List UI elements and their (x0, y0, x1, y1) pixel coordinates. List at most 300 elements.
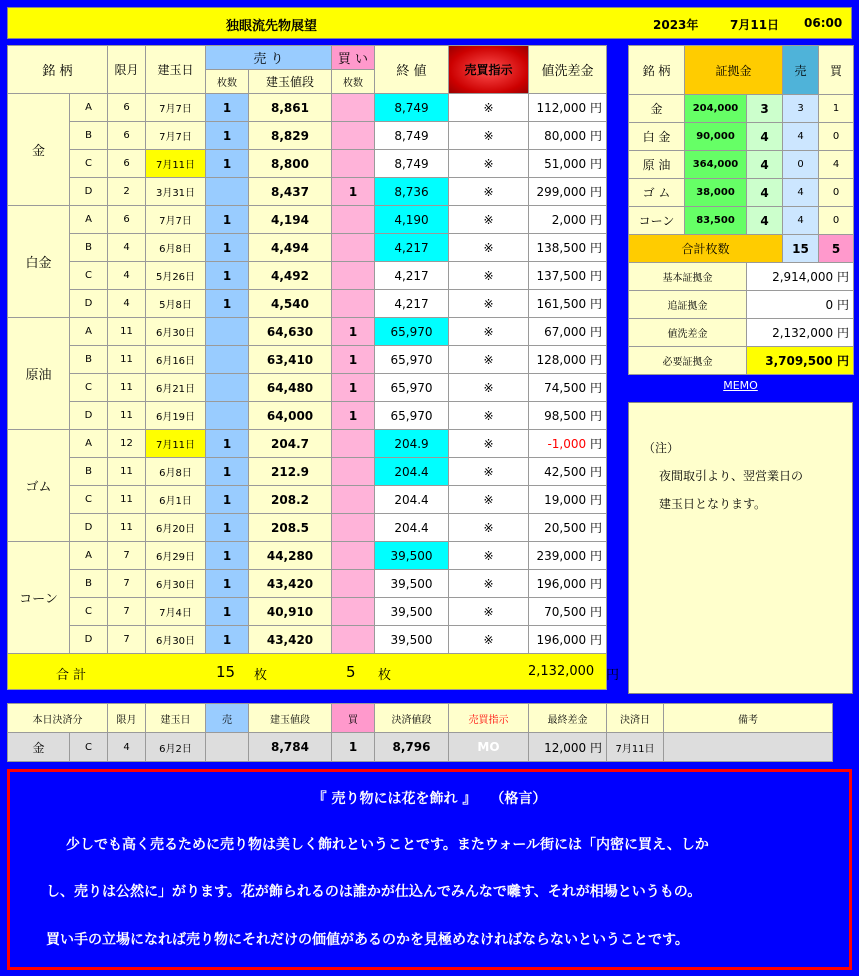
row-kind: B (70, 458, 108, 486)
row-nearai-cell (529, 514, 607, 542)
total-sell-count: 15 (216, 663, 236, 681)
row-owarine: 4,190 (375, 206, 449, 234)
row-tate-nedan: 8,829 (249, 122, 332, 150)
margin-sell: 3 (783, 95, 819, 123)
settle-saishu-cell (529, 733, 607, 762)
row-baibai: ※ (449, 458, 529, 486)
row-baibai: ※ (449, 542, 529, 570)
row-nearai-cell (529, 430, 607, 458)
row-yen: 円 (589, 409, 602, 423)
row-sell-count: 1 (206, 598, 249, 626)
row-yen: 円 (589, 213, 602, 227)
row-tate-nedan: 208.2 (249, 486, 332, 514)
position-row (8, 486, 607, 514)
margin-name: コーン (629, 207, 685, 235)
header-bar (7, 7, 852, 39)
row-nearai: 67,000 (544, 325, 587, 339)
margin-name: 白 金 (629, 123, 685, 151)
row-kind: A (70, 318, 108, 346)
row-gengetsu: 11 (108, 346, 146, 374)
settle-meigara: 金 (8, 733, 70, 762)
row-kind: A (70, 94, 108, 122)
position-row (8, 94, 607, 122)
margin-total-row (629, 235, 854, 263)
summary-value-cell (747, 347, 854, 375)
position-row (8, 626, 607, 654)
proverb-line-1: 少しでも高く売るために売り物は美しく飾れということです。またウォール街には「内密に買え、しか (66, 837, 709, 853)
summary-yen: 円 (836, 298, 849, 312)
margin-sell: 0 (783, 151, 819, 179)
position-row (8, 374, 607, 402)
margin-name: ゴ ム (629, 179, 685, 207)
row-yen: 円 (589, 493, 602, 507)
row-tate-nedan: 44,280 (249, 542, 332, 570)
row-nearai-cell (529, 318, 607, 346)
row-sell-count: 1 (206, 122, 249, 150)
row-yen: 円 (589, 549, 602, 563)
row-nearai: 20,500 (544, 521, 587, 535)
position-row (8, 458, 607, 486)
proverb-title: 『 売り物には花を飾れ 』 （格言） (312, 791, 547, 807)
row-nearai-cell (529, 374, 607, 402)
row-tategyokubi: 7月7日 (146, 122, 206, 150)
position-row (8, 150, 607, 178)
memo-line-1: 夜間取引より、翌営業日の (659, 469, 804, 483)
row-yen: 円 (589, 325, 602, 339)
row-nearai: 74,500 (544, 381, 587, 395)
col-header-tate-nedan: 建玉値段 (249, 70, 332, 94)
settle-header-gengetsu: 限月 (108, 704, 146, 733)
settle-header-tategyokubi: 建玉日 (146, 704, 206, 733)
row-kind: C (70, 150, 108, 178)
row-nearai-cell (529, 234, 607, 262)
position-row (8, 430, 607, 458)
col-header-meigara: 銘 柄 (8, 46, 108, 94)
row-nearai: 138,500 (536, 241, 587, 255)
position-row (8, 402, 607, 430)
row-yen: 円 (589, 101, 602, 115)
row-tate-nedan: 208.5 (249, 514, 332, 542)
row-buy-count (332, 458, 375, 486)
row-buy-count (332, 626, 375, 654)
settle-kessaibi: 7月11日 (607, 733, 664, 762)
row-tategyokubi: 7月4日 (146, 598, 206, 626)
row-owarine: 4,217 (375, 290, 449, 318)
row-nearai: 98,500 (544, 409, 587, 423)
row-sell-count (206, 318, 249, 346)
row-owarine: 204.4 (375, 486, 449, 514)
row-gengetsu: 6 (108, 150, 146, 178)
position-row (8, 346, 607, 374)
row-owarine: 4,217 (375, 262, 449, 290)
summary-label: 基本証拠金 (629, 263, 747, 291)
row-yen: 円 (589, 465, 602, 479)
row-tategyokubi: 6月20日 (146, 514, 206, 542)
margin-sell: 4 (783, 123, 819, 151)
settle-kai: 1 (332, 733, 375, 762)
row-sell-count: 1 (206, 206, 249, 234)
margin-amount: 83,500 (685, 207, 747, 235)
row-owarine: 65,970 (375, 402, 449, 430)
settle-header-saishu: 最終差金 (529, 704, 607, 733)
row-nearai-cell (529, 262, 607, 290)
margin-total-label: 合計枚数 (629, 235, 783, 263)
row-gengetsu: 11 (108, 458, 146, 486)
row-tategyokubi: 3月31日 (146, 178, 206, 206)
margin-rate: 4 (747, 179, 783, 207)
row-owarine: 204.4 (375, 514, 449, 542)
row-baibai: ※ (449, 570, 529, 598)
row-buy-count: 1 (332, 346, 375, 374)
side-header-shokokin: 証拠金 (685, 46, 783, 95)
settlement-table (7, 703, 833, 762)
row-nearai-cell (529, 150, 607, 178)
row-kind: D (70, 290, 108, 318)
row-nearai-cell (529, 178, 607, 206)
row-sell-count: 1 (206, 430, 249, 458)
memo-note-title: （注） (643, 441, 680, 455)
margin-buy: 1 (819, 95, 854, 123)
row-buy-count: 1 (332, 178, 375, 206)
row-kind: D (70, 626, 108, 654)
row-baibai: ※ (449, 598, 529, 626)
row-tategyokubi: 6月30日 (146, 570, 206, 598)
row-buy-count (332, 598, 375, 626)
row-yen: 円 (589, 437, 602, 451)
row-yen: 円 (589, 157, 602, 171)
settle-header-baibai: 売買指示 (449, 704, 529, 733)
position-row (8, 234, 607, 262)
row-kind: A (70, 430, 108, 458)
group-name: 金 (8, 94, 70, 206)
row-tate-nedan: 43,420 (249, 626, 332, 654)
memo-line-2: 建玉日となります。 (659, 497, 767, 511)
row-yen: 円 (589, 129, 602, 143)
row-yen: 円 (589, 185, 602, 199)
row-baibai: ※ (449, 346, 529, 374)
row-nearai: 112,000 (536, 101, 587, 115)
header-year: 2023年 (653, 18, 699, 32)
summary-yen: 円 (836, 326, 849, 340)
row-gengetsu: 2 (108, 178, 146, 206)
summary-row (629, 319, 854, 347)
row-tate-nedan: 43,420 (249, 570, 332, 598)
row-owarine: 65,970 (375, 318, 449, 346)
row-owarine: 8,749 (375, 94, 449, 122)
row-sell-count: 1 (206, 626, 249, 654)
summary-yen: 円 (836, 270, 849, 284)
row-tate-nedan: 8,800 (249, 150, 332, 178)
row-tategyokubi: 6月1日 (146, 486, 206, 514)
settle-baibai: MO (449, 733, 529, 762)
col-header-tategyokubi: 建玉日 (146, 46, 206, 94)
row-tate-nedan: 212.9 (249, 458, 332, 486)
row-owarine: 204.4 (375, 458, 449, 486)
total-label: 合 計 (56, 668, 87, 683)
row-baibai: ※ (449, 374, 529, 402)
row-kind: D (70, 514, 108, 542)
settle-header-uri: 売 (206, 704, 249, 733)
row-nearai: 42,500 (544, 465, 587, 479)
row-sell-count: 1 (206, 458, 249, 486)
margin-amount: 204,000 (685, 95, 747, 123)
settle-uri (206, 733, 249, 762)
summary-value-cell (747, 263, 854, 291)
row-kind: C (70, 374, 108, 402)
row-nearai: 196,000 (536, 633, 587, 647)
row-yen: 円 (589, 633, 602, 647)
row-nearai: 80,000 (544, 129, 587, 143)
row-baibai: ※ (449, 318, 529, 346)
row-gengetsu: 4 (108, 262, 146, 290)
margin-total-buy: 5 (819, 235, 854, 263)
total-row (8, 654, 620, 690)
row-buy-count (332, 430, 375, 458)
row-tategyokubi: 6月21日 (146, 374, 206, 402)
row-sell-count (206, 178, 249, 206)
row-buy-count (332, 262, 375, 290)
row-nearai: 161,500 (536, 297, 587, 311)
row-owarine: 4,217 (375, 234, 449, 262)
row-nearai: 128,000 (536, 353, 587, 367)
row-tategyokubi: 5月8日 (146, 290, 206, 318)
row-kind: B (70, 570, 108, 598)
margin-total-sell: 15 (783, 235, 819, 263)
col-header-nearai: 値洗差金 (529, 46, 607, 94)
proverb-box (7, 769, 852, 970)
row-tate-nedan: 4,540 (249, 290, 332, 318)
margin-row (629, 123, 854, 151)
memo-box (628, 402, 853, 694)
row-gengetsu: 6 (108, 122, 146, 150)
margin-amount: 364,000 (685, 151, 747, 179)
row-nearai-cell (529, 570, 607, 598)
row-tategyokubi: 6月30日 (146, 626, 206, 654)
side-header-meigara: 銘 柄 (629, 46, 685, 95)
row-nearai: 51,000 (544, 157, 587, 171)
row-kind: A (70, 542, 108, 570)
row-gengetsu: 7 (108, 598, 146, 626)
col-header-uri-maisu: 枚数 (206, 70, 249, 94)
row-yen: 円 (589, 297, 602, 311)
row-tategyokubi: 5月26日 (146, 262, 206, 290)
row-kind: D (70, 178, 108, 206)
row-baibai: ※ (449, 94, 529, 122)
row-kind: C (70, 262, 108, 290)
margin-amount: 90,000 (685, 123, 747, 151)
total-sell-unit: 枚 (254, 668, 268, 683)
margin-name: 原 油 (629, 151, 685, 179)
row-buy-count: 1 (332, 374, 375, 402)
row-tate-nedan: 4,494 (249, 234, 332, 262)
row-gengetsu: 11 (108, 318, 146, 346)
row-owarine: 39,500 (375, 570, 449, 598)
row-nearai: -1,000 (547, 437, 587, 451)
summary-value-cell (747, 319, 854, 347)
row-yen: 円 (589, 269, 602, 283)
group-name: ゴム (8, 430, 70, 542)
row-owarine: 65,970 (375, 346, 449, 374)
baibai-shiji-button[interactable]: 売買指示 (449, 46, 529, 94)
row-nearai: 2,000 (551, 213, 587, 227)
row-nearai-cell (529, 486, 607, 514)
row-tate-nedan: 64,480 (249, 374, 332, 402)
row-nearai: 196,000 (536, 577, 587, 591)
row-nearai-cell (529, 290, 607, 318)
row-owarine: 39,500 (375, 598, 449, 626)
position-row (8, 542, 607, 570)
row-nearai-cell (529, 94, 607, 122)
row-yen: 円 (589, 605, 602, 619)
row-yen: 円 (589, 381, 602, 395)
row-gengetsu: 7 (108, 626, 146, 654)
row-buy-count (332, 542, 375, 570)
row-kind: D (70, 402, 108, 430)
header-time: 06:00 (804, 16, 843, 30)
row-buy-count (332, 122, 375, 150)
row-kind: C (70, 486, 108, 514)
row-nearai-cell (529, 402, 607, 430)
row-tate-nedan: 8,437 (249, 178, 332, 206)
row-gengetsu: 6 (108, 206, 146, 234)
row-gengetsu: 7 (108, 570, 146, 598)
margin-name: 金 (629, 95, 685, 123)
summary-value: 3,709,500 (765, 354, 833, 368)
row-baibai: ※ (449, 234, 529, 262)
row-owarine: 39,500 (375, 626, 449, 654)
total-amount: 2,132,000 (528, 664, 595, 679)
row-tate-nedan: 4,492 (249, 262, 332, 290)
row-buy-count (332, 486, 375, 514)
row-tategyokubi: 7月7日 (146, 94, 206, 122)
row-kind: B (70, 122, 108, 150)
margin-row (629, 95, 854, 123)
margin-sell: 4 (783, 179, 819, 207)
total-buy-count: 5 (346, 663, 356, 681)
row-nearai-cell (529, 626, 607, 654)
row-sell-count: 1 (206, 262, 249, 290)
row-nearai: 19,000 (544, 493, 587, 507)
row-buy-count (332, 94, 375, 122)
row-sell-count: 1 (206, 234, 249, 262)
row-sell-count (206, 346, 249, 374)
settle-header-label: 本日決済分 (8, 704, 108, 733)
row-gengetsu: 6 (108, 94, 146, 122)
summary-label: 値洗差金 (629, 319, 747, 347)
row-buy-count (332, 514, 375, 542)
settle-kind: C (70, 733, 108, 762)
row-gengetsu: 7 (108, 542, 146, 570)
header-date: 7月11日 (730, 18, 780, 32)
margin-amount: 38,000 (685, 179, 747, 207)
margin-row (629, 207, 854, 235)
summary-row (629, 291, 854, 319)
row-gengetsu: 11 (108, 486, 146, 514)
row-sell-count (206, 402, 249, 430)
margin-buy: 0 (819, 123, 854, 151)
row-nearai: 299,000 (536, 185, 587, 199)
row-buy-count (332, 206, 375, 234)
position-row (8, 262, 607, 290)
settle-header-kai: 買 (332, 704, 375, 733)
proverb-line-2: し、売りは公然に」がります。花が飾られるのは誰かが仕込んでみんなで囃す、それが相場というもの。 (46, 884, 702, 900)
row-sell-count (206, 374, 249, 402)
row-baibai: ※ (449, 150, 529, 178)
memo-link[interactable]: MEMO (723, 379, 758, 392)
row-yen: 円 (589, 521, 602, 535)
row-tategyokubi: 6月16日 (146, 346, 206, 374)
margin-rate: 4 (747, 207, 783, 235)
row-baibai: ※ (449, 262, 529, 290)
summary-row (629, 347, 854, 375)
position-row (8, 206, 607, 234)
settle-kessai-nedan: 8,796 (375, 733, 449, 762)
col-header-owarine: 終 値 (375, 46, 449, 94)
settle-gengetsu: 4 (108, 733, 146, 762)
row-kind: C (70, 598, 108, 626)
margin-rate: 4 (747, 151, 783, 179)
settle-tategyokubi: 6月2日 (146, 733, 206, 762)
settle-header-biko: 備考 (664, 704, 833, 733)
row-tategyokubi: 6月19日 (146, 402, 206, 430)
margin-sell: 4 (783, 207, 819, 235)
position-row (8, 318, 607, 346)
row-nearai-cell (529, 122, 607, 150)
row-nearai-cell (529, 206, 607, 234)
row-nearai: 137,500 (536, 269, 587, 283)
settle-saishu: 12,000 (544, 740, 587, 755)
row-tategyokubi: 6月8日 (146, 458, 206, 486)
col-header-kai: 買 い (332, 46, 375, 70)
margin-buy: 0 (819, 179, 854, 207)
row-owarine: 204.9 (375, 430, 449, 458)
group-name: 原油 (8, 318, 70, 430)
settle-yen: 円 (589, 740, 602, 755)
row-baibai: ※ (449, 430, 529, 458)
summary-row (629, 263, 854, 291)
summary-value: 2,132,000 (772, 326, 834, 340)
page-title: 独眼流先物展望 (226, 19, 318, 34)
position-row (8, 122, 607, 150)
row-tategyokubi: 6月30日 (146, 318, 206, 346)
row-yen: 円 (589, 577, 602, 591)
row-sell-count: 1 (206, 570, 249, 598)
row-tate-nedan: 204.7 (249, 430, 332, 458)
side-header-kai: 買 (819, 46, 854, 95)
row-gengetsu: 12 (108, 430, 146, 458)
row-kind: B (70, 346, 108, 374)
summary-label: 必要証拠金 (629, 347, 747, 375)
position-row (8, 514, 607, 542)
row-buy-count (332, 570, 375, 598)
row-tategyokubi: 7月7日 (146, 206, 206, 234)
row-nearai-cell (529, 346, 607, 374)
row-nearai: 239,000 (536, 549, 587, 563)
row-sell-count: 1 (206, 486, 249, 514)
margin-table (628, 45, 854, 375)
row-sell-count: 1 (206, 94, 249, 122)
row-gengetsu: 4 (108, 234, 146, 262)
row-baibai: ※ (449, 206, 529, 234)
margin-row (629, 151, 854, 179)
settle-tate-nedan: 8,784 (249, 733, 332, 762)
row-baibai: ※ (449, 626, 529, 654)
settle-header-kessai-nedan: 決済値段 (375, 704, 449, 733)
row-buy-count: 1 (332, 318, 375, 346)
row-tate-nedan: 8,861 (249, 94, 332, 122)
row-gengetsu: 11 (108, 514, 146, 542)
row-owarine: 8,736 (375, 178, 449, 206)
